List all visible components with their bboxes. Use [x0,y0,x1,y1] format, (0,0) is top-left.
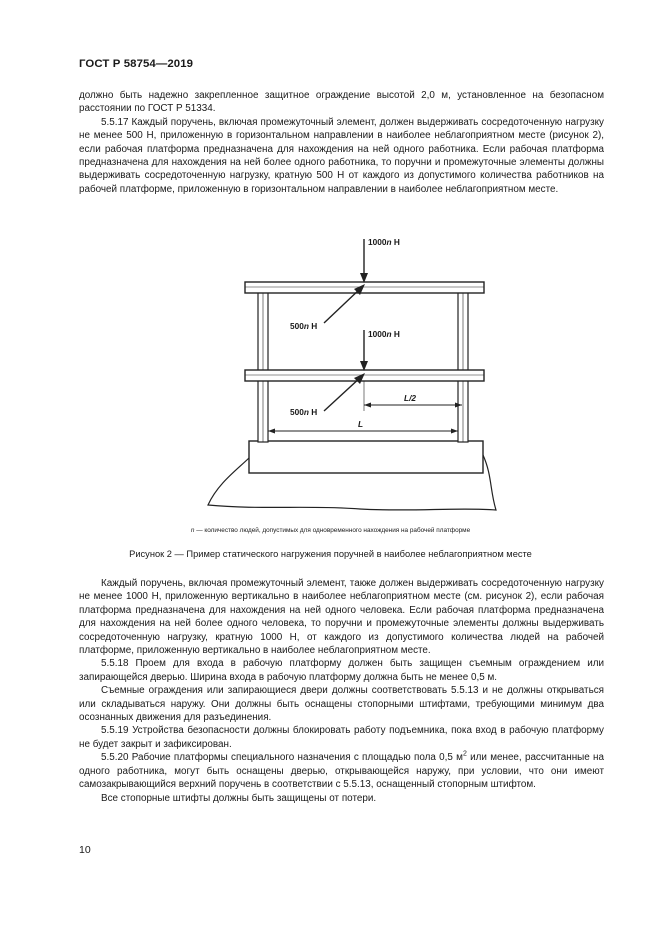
figure-caption: Рисунок 2 — Пример статического нагружения поручней в наиболее неблагоприятном месте [129,549,532,559]
arrowhead-icon [364,403,371,408]
figure-footnote: n — количество людей, допустимых для одновременного нахождения на рабочей платформе [190,527,471,534]
middle-rail [245,370,484,381]
floor-slab [249,441,483,473]
railing-diagram [200,229,500,515]
text-block-top [79,89,604,196]
label-top-vertical: 1000n Н [368,237,400,247]
label-half-span: L/2 [404,393,416,403]
paragraph: должно быть надежно закрепленное защитное ограждение высотой 2,0 м, установленное на безопасном расстоянии по ГОСТ Р 51334. [79,90,604,115]
paragraph-5-5-19: 5.5.19 Устройства безопасности должны блокировать работу подъемника, пока вход в рабочую платформу не будет закрыт и зафиксирован. [79,725,604,750]
paragraph-5-5-18: 5.5.18 Проем для входа в рабочую платформу должен быть защищен съемным ограждением или запирающейся дверью. Ширина входа в рабочую платформу должна быть не менее 0,5 м. [79,658,604,683]
document-header: ГОСТ Р 58754—2019 [79,58,194,70]
label-mid-vertical: 1000n Н [368,329,400,339]
paragraph-5-5-17: 5.5.17 Каждый поручень, включая промежуточный элемент, должен выдерживать сосредоточенную нагрузку не менее 500 Н, приложенную в горизонтальном направлении в наиболее неблагоприятном месте (рисунок 2), если рабочая платформа предназначена для нахождения на ней одного работника. Если рабочая платформа предназначена для нахождения на ней более одного работника, то поручни и промежуточные элементы должны выдерживать сосредоточенную нагрузку, кратную 500 Н от каждого из допустимого количества работников на рабочей платформе, приложенную в горизонтальном направлении в наиболее неблагоприятном месте. [79,116,604,195]
paragraph: Все стопорные штифты должны быть защищены от потери. [101,792,377,804]
arrowhead-icon [451,429,458,434]
figure-2 [200,229,500,515]
label-top-horizontal: 500n Н [290,321,318,331]
paragraph-5-5-20: 5.5.20 Рабочие платформы специального назначения с площадью пола 0,5 $м^2$ или менее, рассчитанные на одного работника, могут быть оснащены дверью, открывающейся наружу, при условии, что они имеют самозакрывающийся верхний поручень в соответствии с 5.5.13, оснащенный стопорным штифтом. [79,750,604,791]
text-block-bottom [79,577,604,805]
label-mid-horizontal: 500n Н [290,407,318,417]
top-rail [245,282,484,293]
paragraph: Каждый поручень, включая промежуточный элемент, также должен выдерживать сосредоточенную нагрузку не менее 1000 Н, приложенную вертикально в наиболее неблагоприятном месте (см. рисунок 2), если рабочая платформа предназначена для нахождения на ней одного человека. Если рабочая платформа предназначена для нахождения на ней более одного человека, то поручни и промежуточные элементы должны выдерживать сосредоточенную нагрузку, кратную 1000 Н, от каждого из допустимого количества людей на рабочей платформе, приложенную вертикально в наиболее неблагоприятном месте. [79,578,604,657]
arrowhead-icon [268,429,275,434]
paragraph: Съемные ограждения или запирающиеся двери должны соответствовать 5.5.13 и не должны открываться или складываться наружу. Они должны быть оснащены стопорными штифтами, требующими минимум два осознанных движения для разъединения. [79,685,604,724]
page-number: 10 [79,844,91,856]
label-span: L [358,419,364,429]
